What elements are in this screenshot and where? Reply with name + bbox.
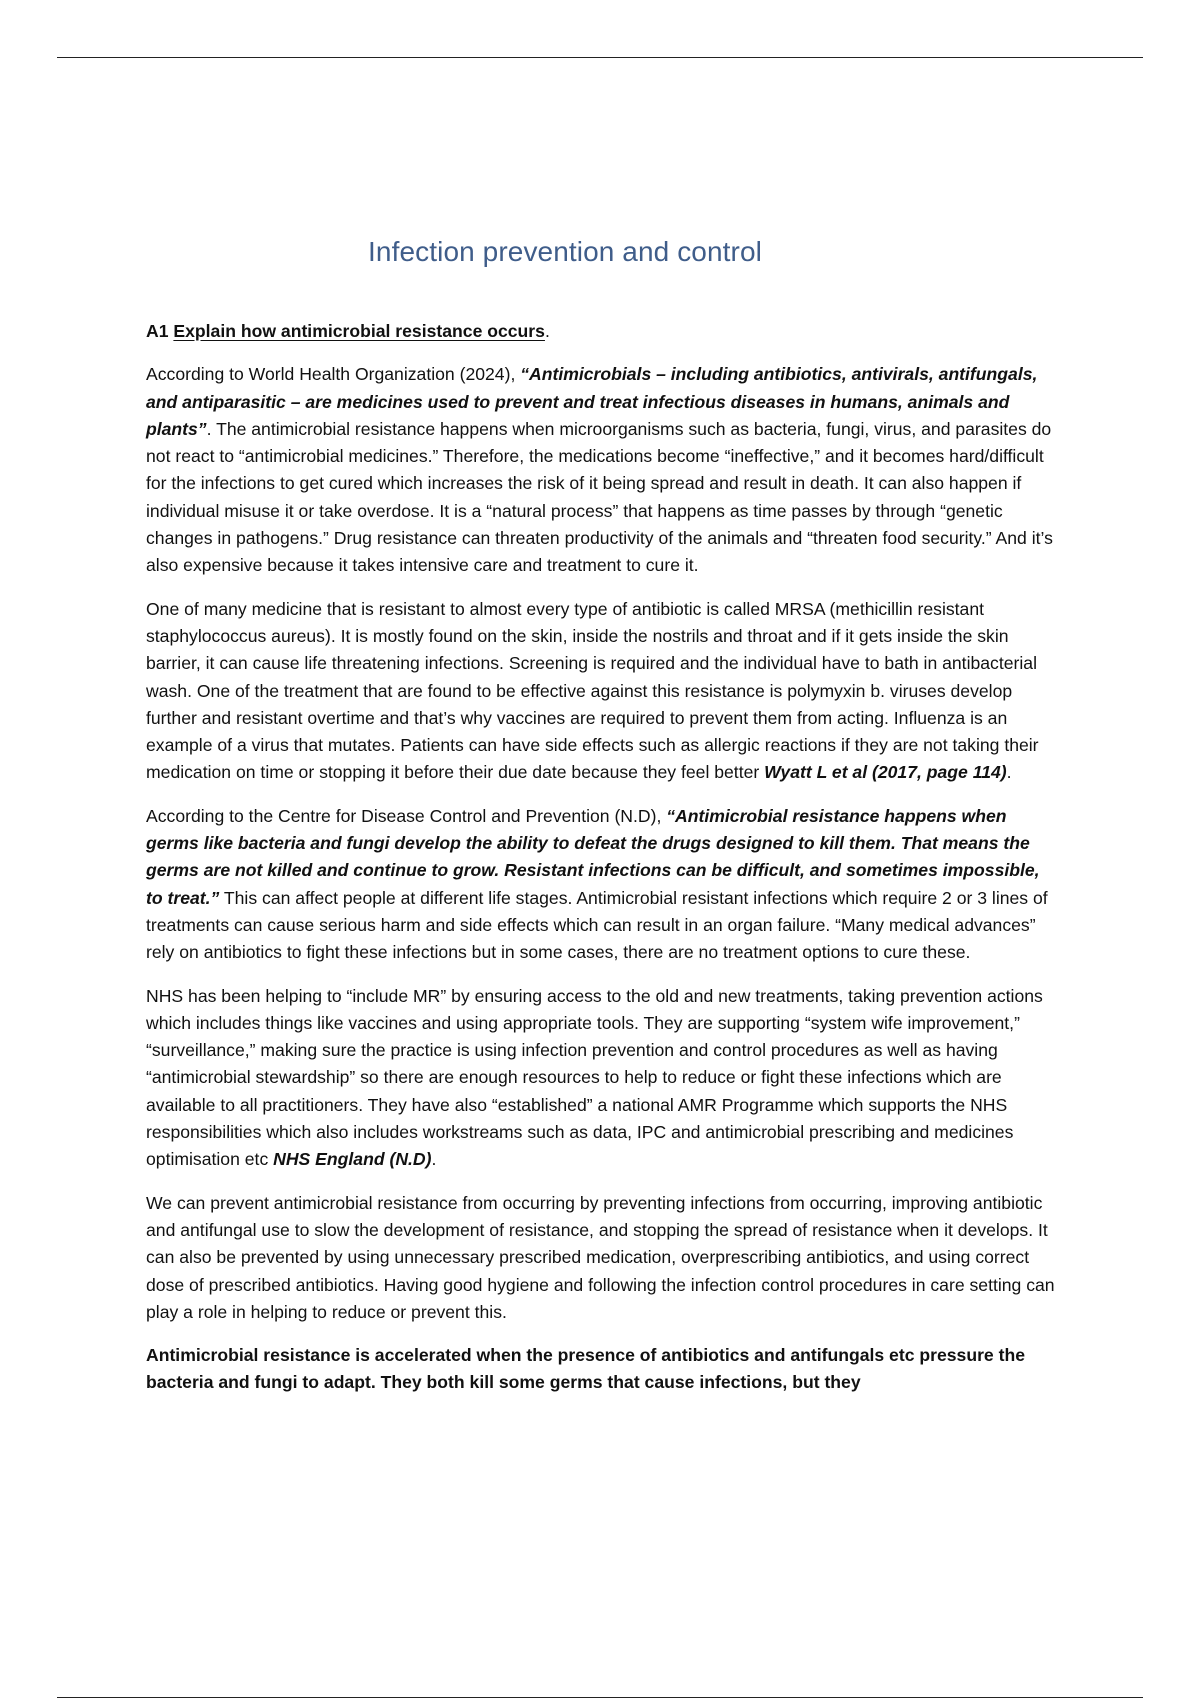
paragraph-nhs xyxy=(146,983,1058,1174)
quote-cdc: “Antimicrobial resistance happens when germs like bacteria and fungi develop the ability to defeat the drugs designed to kill them. That means the germs are not killed and continue to grow. Resistant infections can be difficult, and sometimes impossible, to treat.” xyxy=(146,805,1040,908)
paragraph-who-definition xyxy=(146,361,1058,579)
page-top-rule xyxy=(57,57,1143,58)
quote-who: “Antimicrobials – including antibiotics, antivirals, antifungals, and antiparasitic – are medicines used to prevent and treat infectious diseases in humans, animals and plants” xyxy=(146,364,1038,439)
paragraph-text: . The antimicrobial resistance happens when microorganisms such as bacteria, fungi, virus, and parasites do not react to “antimicrobial medicines.” Therefore, the medications become “ineffective,” and it becomes hard/difficult for the infections to get cured which increases the risk of it being spread and result in death. It can also happen if individual misuse it or take overdose. It is a “natural process” that happens as time passes by through “genetic changes in pathogens.” Drug resistance can threaten productivity of the animals and “threaten food security.” And it’s also expensive because it takes intensive care and treatment to cure it. xyxy=(146,418,1053,576)
document-body xyxy=(146,318,1058,1413)
paragraph-acceleration xyxy=(146,1342,1058,1397)
paragraph-mrsa xyxy=(146,596,1058,787)
page-title: Infection prevention and control xyxy=(368,236,762,267)
paragraph-text: We can prevent antimicrobial resistance from occurring by preventing infections from occurring, improving antibiotic and antifungal use to slow the development of resistance, and stopping the spread of resistance when it develops. It can also be prevented by using unnecessary prescribed medication, overprescribing antibiotics, and using correct dose of prescribed antibiotics. Having good hygiene and following the infection control procedures in care setting can play a role in helping to reduce or prevent this. xyxy=(146,1192,1055,1322)
paragraph-tail: . xyxy=(431,1149,437,1170)
paragraph-text: Antimicrobial resistance is accelerated when the presence of antibiotics and antifungals etc pressure the bacteria and fungi to adapt. They both kill some germs that cause infections, but they xyxy=(146,1345,1025,1393)
paragraph-lead: According to World Health Organization (2024), xyxy=(146,364,521,385)
paragraph-cdc xyxy=(146,803,1058,967)
paragraph-text: One of many medicine that is resistant to almost every type of antibiotic is called MRSA (methicillin resistant staphylococcus aureus). It is mostly found on the skin, inside the nostrils and throat and if it gets inside the skin barrier, it can cause life threatening infections. Screening is required and the individual have to bath in antibacterial wash. One of the treatment that are found to be effective against this resistance is polymyxin b. viruses develop further and resistant overtime and that’s why vaccines are required to prevent them from acting. Influenza is an example of a virus that mutates. Patients can have side effects such as allergic reactions if they are not taking their medication on time or stopping it before their due date because they feel better xyxy=(146,598,1039,783)
heading-text: Explain how antimicrobial resistance occurs xyxy=(173,321,545,341)
paragraph-tail: . xyxy=(1006,762,1012,783)
heading-tail: . xyxy=(544,321,550,341)
paragraph-prevention xyxy=(146,1190,1058,1326)
heading-number: A1 xyxy=(146,321,174,341)
citation-nhs: NHS England (N.D) xyxy=(273,1149,432,1170)
section-heading xyxy=(146,318,1058,345)
citation-wyatt: Wyatt L et al (2017, page 114) xyxy=(764,762,1007,783)
paragraph-lead: According to the Centre for Disease Control and Prevention (N.D), xyxy=(146,805,667,826)
paragraph-text: NHS has been helping to “include MR” by ensuring access to the old and new treatments, taking prevention actions which includes things like vaccines and using appropriate tools. They are supporting “system wife improvement,” “surveillance,” making sure the practice is using infection prevention and control procedures as well as having “antimicrobial stewardship” so there are enough resources to help to reduce or fight these infections which are available to all practitioners. They have also “established” a national AMR Programme which supports the NHS responsibilities which also includes workstreams such as data, IPC and antimicrobial prescribing and medicines optimisation etc xyxy=(146,985,1043,1170)
paragraph-text: This can affect people at different life stages. Antimicrobial resistant infections which require 2 or 3 lines of treatments can cause serious harm and side effects which can result in an organ failure. “Many medical advances” rely on antibiotics to fight these infections but in some cases, there are no treatment options to cure these. xyxy=(146,887,1048,963)
page-bottom-rule xyxy=(57,1697,1143,1698)
